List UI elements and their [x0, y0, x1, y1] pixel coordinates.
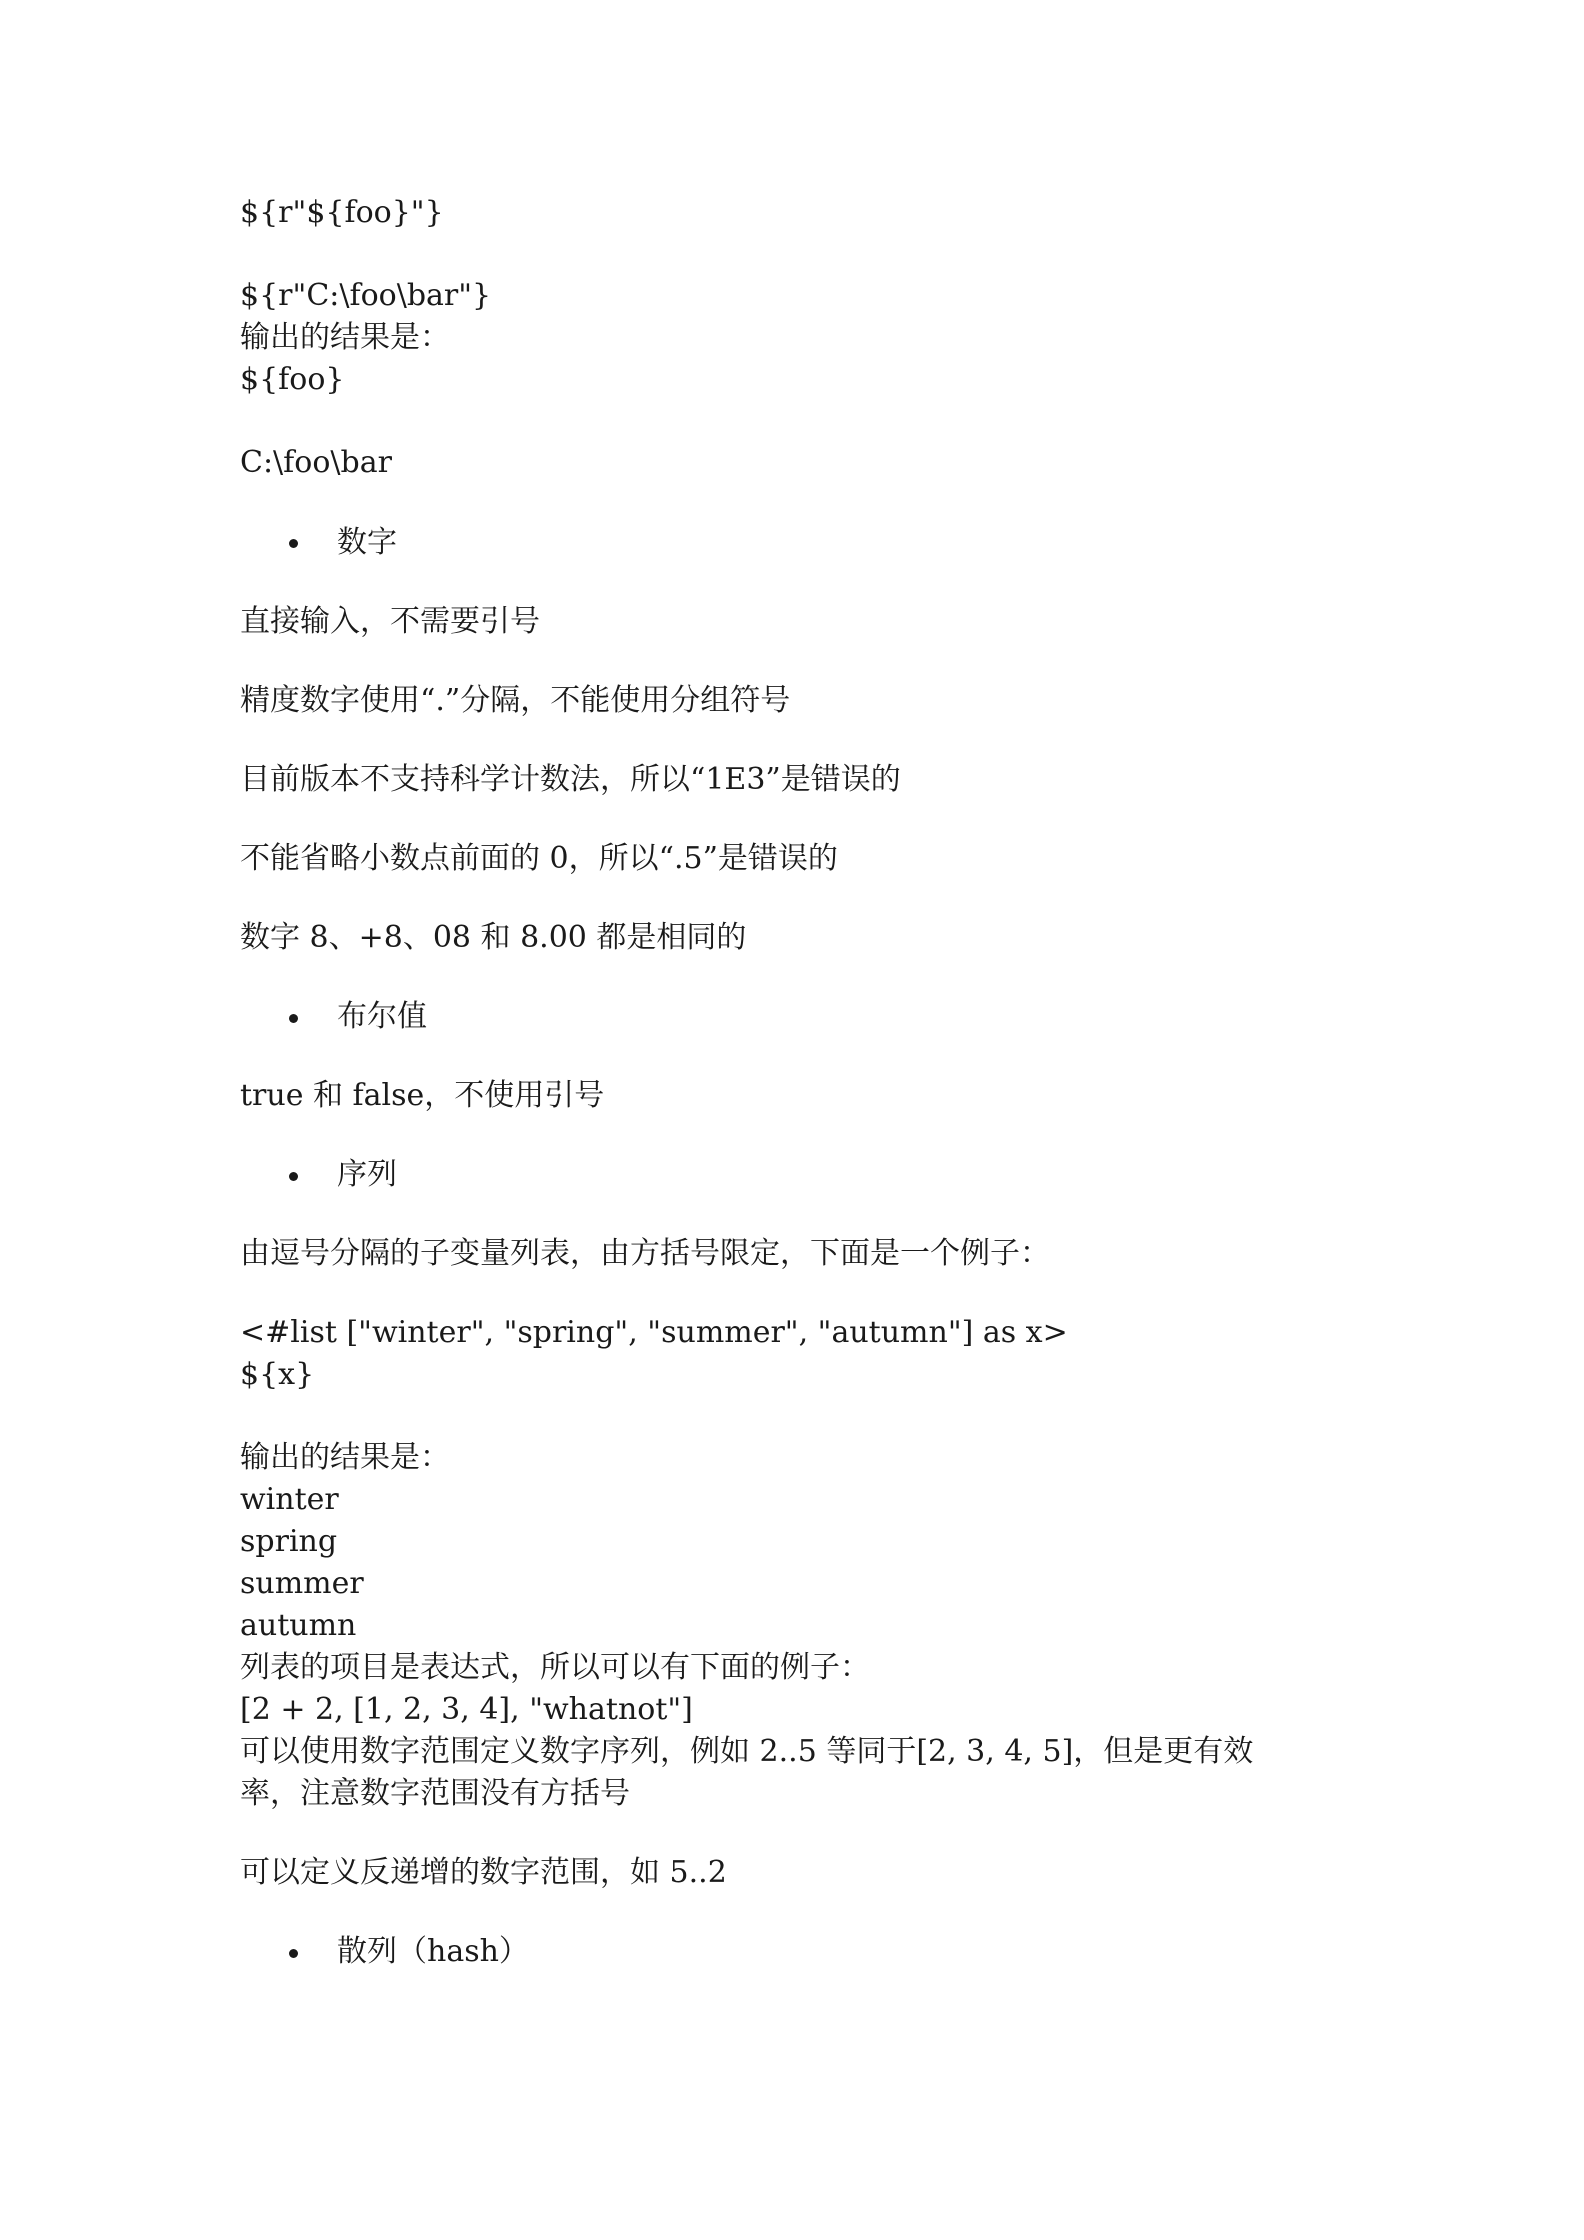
bullet-icon — [289, 1172, 298, 1181]
section-heading-numbers: 数字 — [337, 525, 397, 560]
paragraph: 目前版本不支持科学计数法，所以“1E3”是错误的 — [240, 762, 901, 797]
paragraph: 直接输入，不需要引号 — [240, 604, 540, 639]
code-line: [2 + 2, [1, 2, 3, 4], "whatnot"] — [240, 1692, 693, 1727]
paragraph: 精度数字使用“.”分隔，不能使用分组符号 — [240, 683, 791, 718]
section-heading-hashes: 散列（hash） — [337, 1934, 529, 1969]
output-foo: ${foo} — [240, 362, 345, 397]
bullet-icon — [289, 539, 298, 548]
paragraph: 不能省略小数点前面的 0，所以“.5”是错误的 — [240, 841, 838, 876]
paragraph: 列表的项目是表达式，所以可以有下面的例子： — [240, 1650, 870, 1685]
code-raw-path: ${r"C:\foo\bar"} — [240, 278, 492, 313]
output-path: C:\foo\bar — [240, 445, 392, 480]
output-line: spring — [240, 1524, 338, 1559]
code-line: ${x} — [240, 1357, 315, 1392]
bullet-icon — [289, 1014, 298, 1023]
paragraph: 可以定义反递增的数字范围，如 5..2 — [240, 1855, 727, 1890]
code-raw-foo: ${r"${foo}"} — [240, 195, 444, 230]
paragraph: 率，注意数字范围没有方括号 — [240, 1776, 630, 1811]
output-label: 输出的结果是： — [240, 1440, 450, 1475]
output-label: 输出的结果是： — [240, 320, 450, 355]
output-line: winter — [240, 1482, 339, 1517]
paragraph: 由逗号分隔的子变量列表，由方括号限定，下面是一个例子： — [240, 1236, 1050, 1271]
output-line: autumn — [240, 1608, 357, 1643]
section-heading-sequences: 序列 — [337, 1157, 397, 1192]
paragraph: true 和 false，不使用引号 — [240, 1078, 605, 1113]
paragraph: 数字 8、+8、08 和 8.00 都是相同的 — [240, 920, 747, 955]
paragraph: 可以使用数字范围定义数字序列，例如 2..5 等同于[2, 3, 4, 5]，但是更有效 — [240, 1734, 1254, 1769]
code-line: <#list ["winter", "spring", "summer", "autumn"] as x> — [240, 1315, 1068, 1350]
output-line: summer — [240, 1566, 364, 1601]
bullet-icon — [289, 1949, 298, 1958]
section-heading-booleans: 布尔值 — [337, 999, 427, 1034]
